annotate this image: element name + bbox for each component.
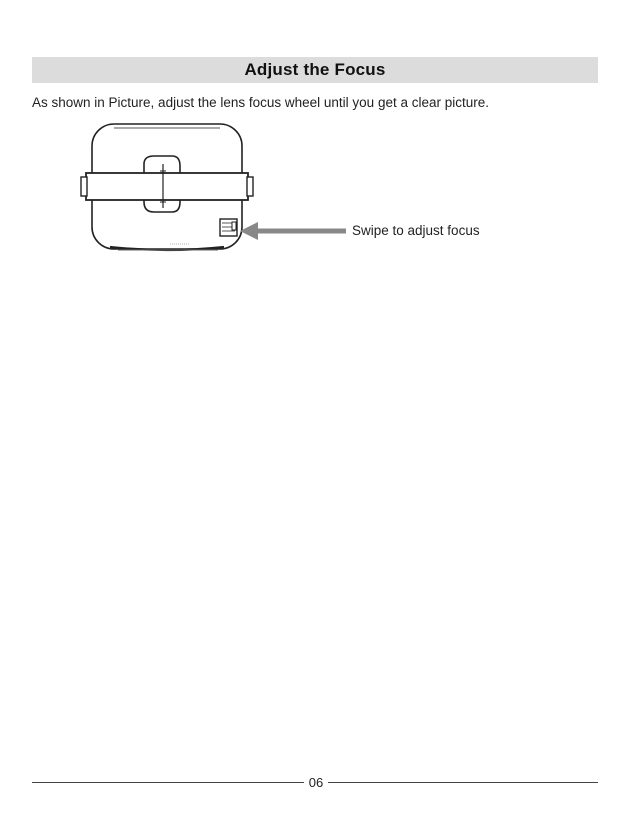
instruction-text: As shown in Picture, adjust the lens focus wheel until you get a clear picture. — [32, 95, 489, 110]
callout-arrow-icon — [240, 221, 346, 241]
page-number: 06 — [308, 775, 324, 790]
device-illustration — [70, 116, 270, 266]
callout-label: Swipe to adjust focus — [352, 223, 480, 238]
strap-left-tab — [81, 177, 87, 196]
footer-rule-right — [328, 782, 598, 783]
footer-rule-left — [32, 782, 304, 783]
section-header — [32, 57, 598, 83]
strap-band — [86, 173, 248, 200]
strap-right-tab — [247, 177, 253, 196]
section-title: Adjust the Focus — [244, 60, 386, 79]
